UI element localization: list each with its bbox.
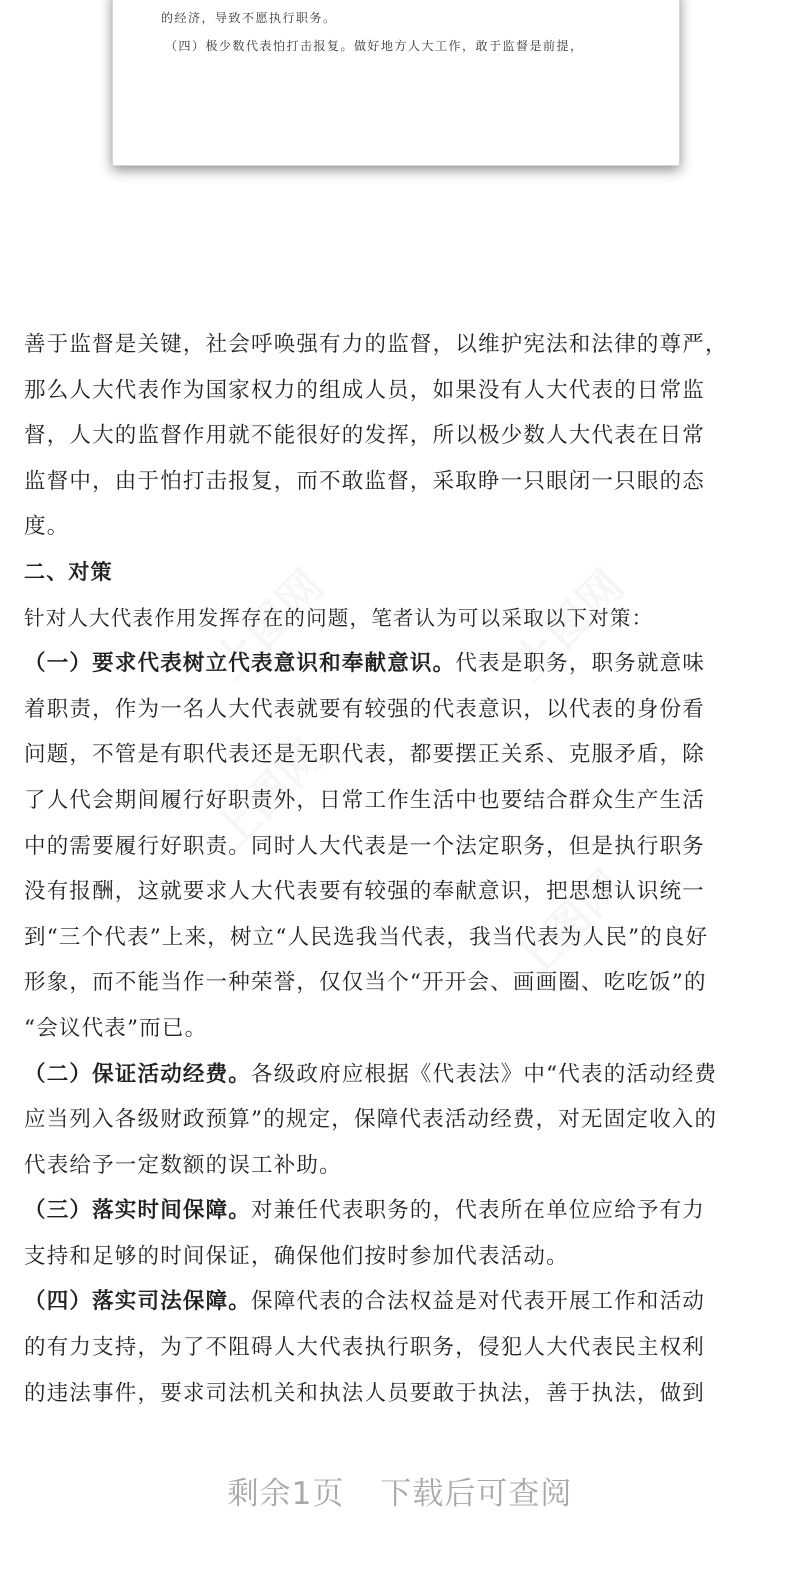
download-to-view-label[interactable]: 下载后可查阅 xyxy=(380,1476,573,1512)
body-line: 督，人大的监督作用就不能很好的发挥，所以极少数人大代表在日常 xyxy=(24,423,706,449)
body-line: 中的需要履行好职责。同时人大代表是一个法定职务，但是执行职务 xyxy=(24,833,706,859)
body-line: 监督中，由于怕打击报复，而不敢监督，采取睁一只眼闭一只眼的态 xyxy=(24,468,706,494)
document-body xyxy=(24,322,794,1416)
body-line: 形象，而不能当作一种荣誉，仅仅当个“开开会、画画圈、吃吃饭”的 xyxy=(24,970,707,996)
body-line: 没有报酬，这就要求人大代表要有较强的奉献意识，把思想认识统一 xyxy=(24,879,706,905)
body-line: 了人代会期间履行好职责外，日常工作生活中也要结合群众生产生活 xyxy=(24,787,706,813)
remaining-pages-label: 剩余1页 xyxy=(227,1476,345,1512)
body-line: “会议代表”而已。 xyxy=(24,1015,208,1041)
body-line: 的有力支持，为了不阻碍人大代表执行职务，侵犯人大代表民主权利 xyxy=(24,1335,706,1361)
download-prompt[interactable] xyxy=(0,1468,800,1513)
subsection-3-text: 对兼任代表职务的，代表所在单位应给予有力 xyxy=(251,1198,706,1224)
body-line: 那么人大代表作为国家权力的组成人员，如果没有人大代表的日常监 xyxy=(24,377,706,403)
body-line: 应当列入各级财政预算”的规定，保障代表活动经费，对无固定收入的 xyxy=(24,1107,718,1133)
intro-line: 针对人大代表作用发挥存在的问题，笔者认为可以采取以下对策： xyxy=(24,605,654,630)
body-line: 支持和足够的时间保证，确保他们按时参加代表活动。 xyxy=(24,1243,569,1269)
body-line: 的违法事件，要求司法机关和执法人员要敢于执法，善于执法，做到 xyxy=(24,1380,706,1406)
body-line: 问题，不管是有职代表还是无职代表，都要摆正关系、克服矛盾，除 xyxy=(24,742,706,768)
body-line: 善于监督是关键，社会呼唤强有力的监督，以维护宪法和法律的尊严， xyxy=(24,332,728,357)
body-line: 着职责，作为一名人大代表就要有较强的代表意识，以代表的身份看 xyxy=(24,696,706,722)
subsection-3-title: （三）落实时间保障。 xyxy=(24,1198,252,1224)
section-heading: 二、对策 xyxy=(24,559,113,584)
subsection-1-first-line xyxy=(24,641,794,687)
body-line: 代表给予一定数额的误工补助。 xyxy=(24,1152,342,1178)
page-preview-card xyxy=(112,0,680,166)
subsection-2-title: （二）保证活动经费。 xyxy=(24,1061,252,1087)
subsection-4-text: 保障代表的合法权益是对代表开展工作和活动 xyxy=(251,1289,706,1315)
body-line: 度。 xyxy=(24,514,70,540)
subsection-4-title: （四）落实司法保障。 xyxy=(24,1289,252,1315)
preview-text-line: （四）极少数代表怕打击报复。做好地方人大工作，敢于监督是前提， xyxy=(165,39,584,53)
body-line: 到“三个代表”上来，树立“人民选我当代表，我当代表为人民”的良好 xyxy=(24,924,709,950)
subsection-4-first-line xyxy=(24,1279,794,1325)
subsection-1-text: 代表是职务，职务就意味 xyxy=(455,651,706,677)
preview-text-line: 的经济，导致不愿执行职务。 xyxy=(161,11,337,25)
subsection-3-first-line xyxy=(24,1188,794,1234)
subsection-2-text: 各级政府应根据《代表法》中“代表的活动经费 xyxy=(251,1061,718,1087)
subsection-2-first-line xyxy=(24,1052,794,1098)
subsection-1-title: （一）要求代表树立代表意识和奉献意识。 xyxy=(24,651,456,677)
